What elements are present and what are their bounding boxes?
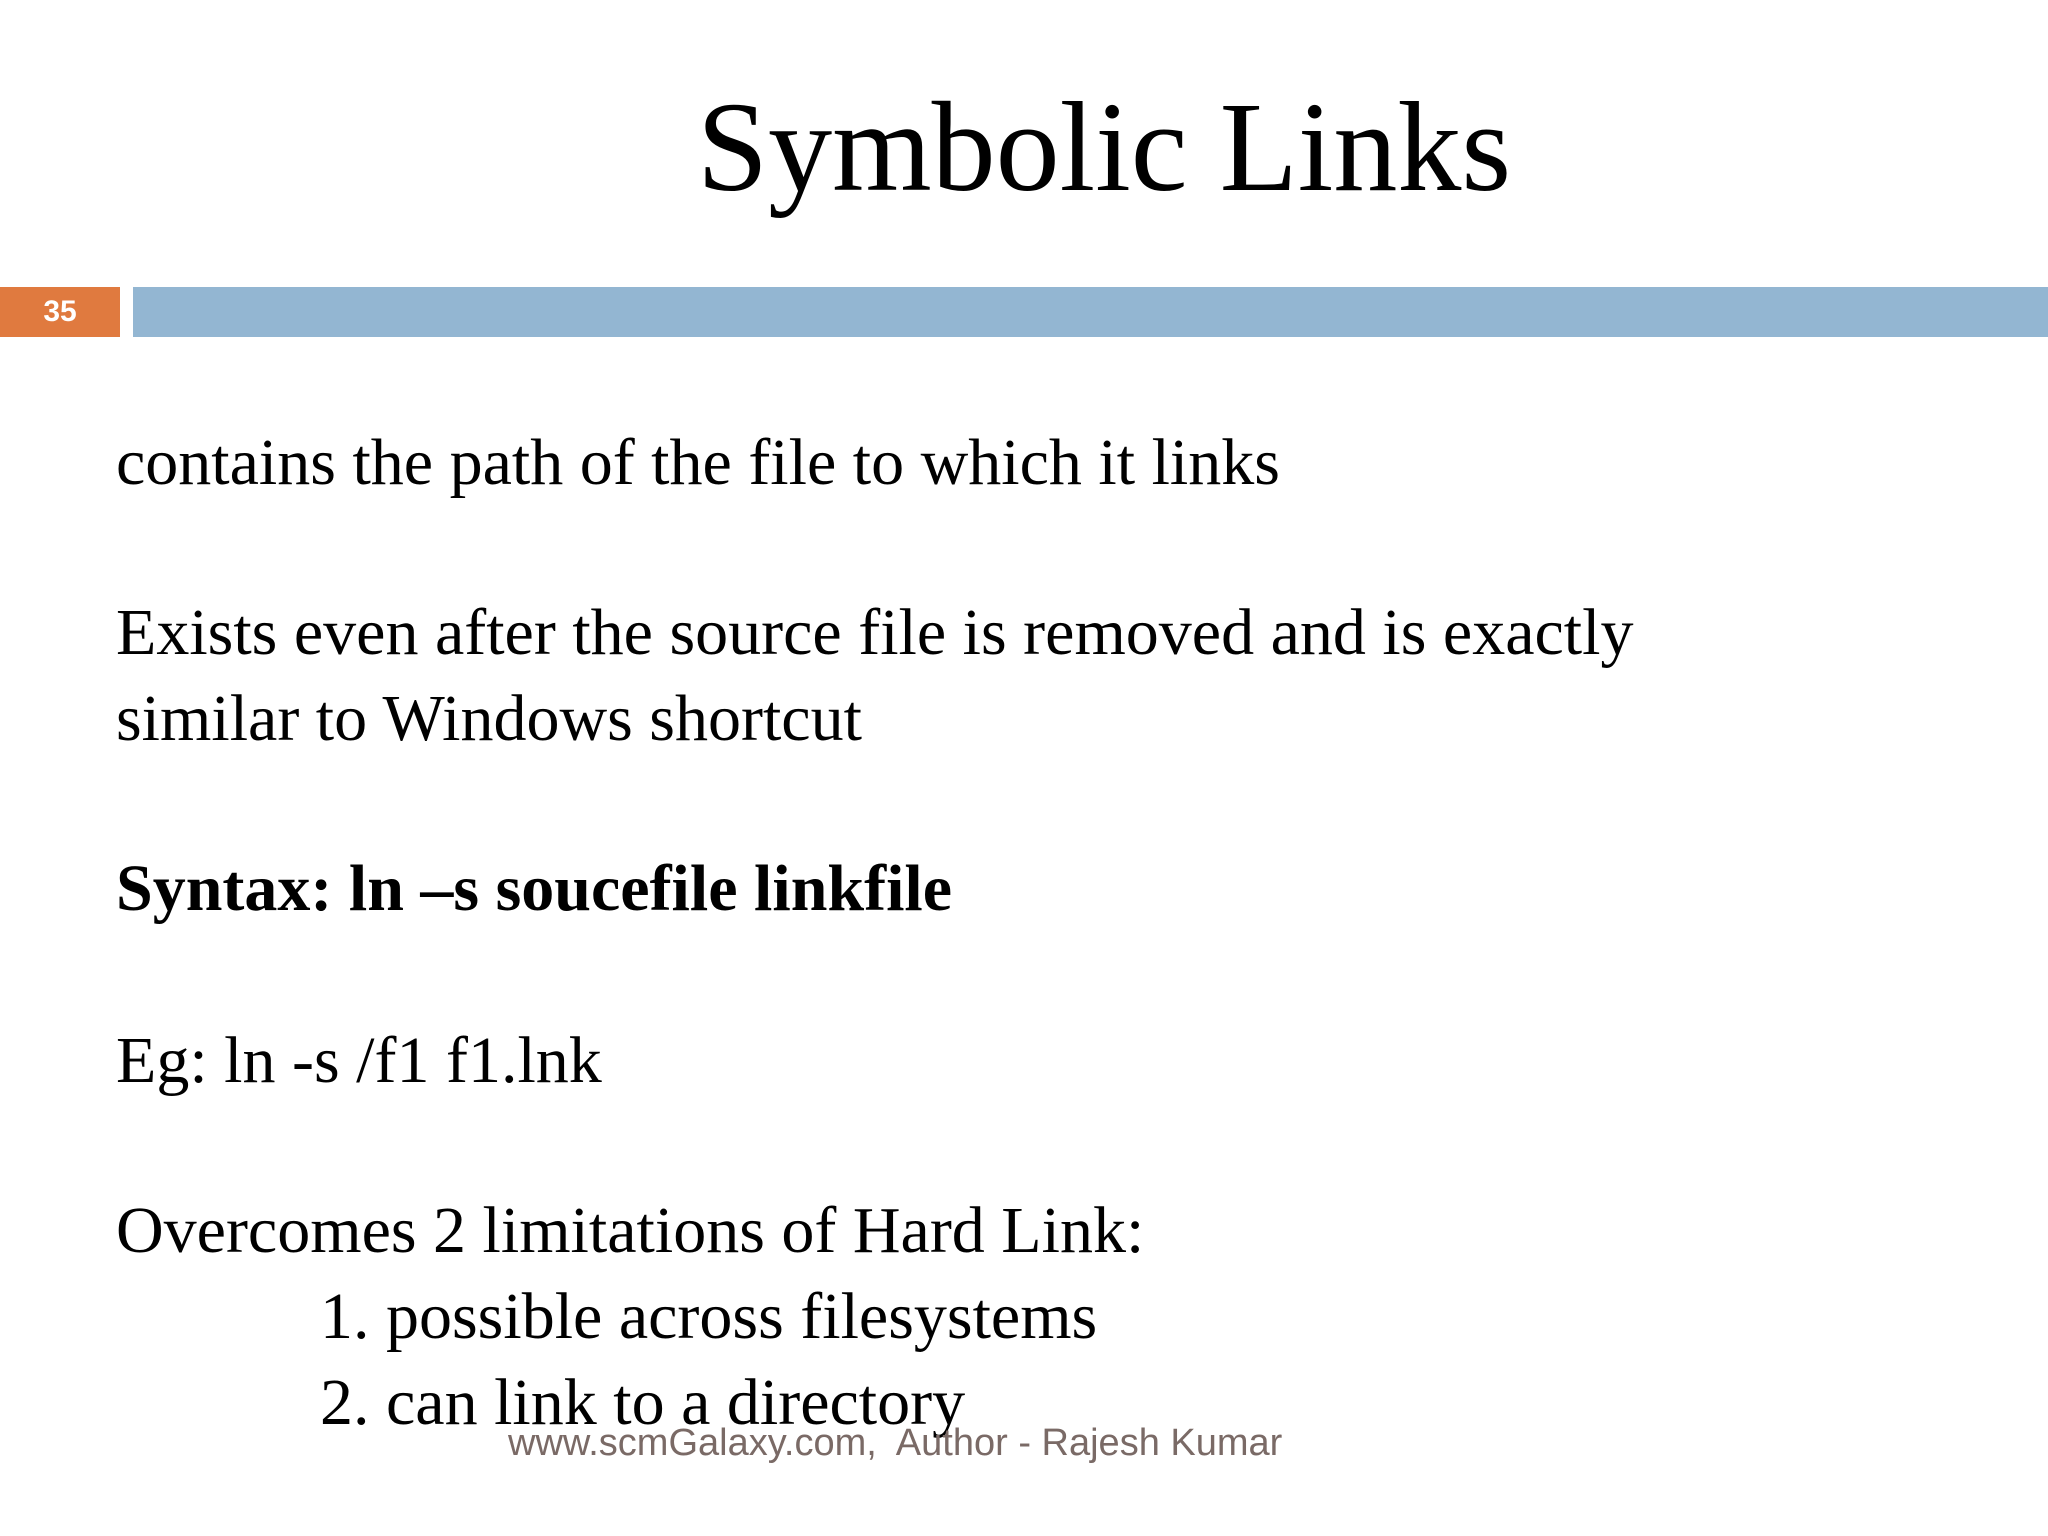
body-line-overcomes: Overcomes 2 limitations of Hard Link: xyxy=(116,1194,1145,1267)
list-item-directory: 2. can link to a directory xyxy=(320,1366,966,1439)
body-line-example: Eg: ln -s /f1 f1.lnk xyxy=(116,1024,602,1097)
body-line-syntax: Syntax: ln –s soucefile linkfile xyxy=(116,852,953,925)
body-line-windows-shortcut: similar to Windows shortcut xyxy=(116,682,862,755)
footer-credit: www.scmGalaxy.com, Author - Rajesh Kumar xyxy=(508,1422,1283,1464)
slide-title: Symbolic Links xyxy=(696,76,1512,218)
slide-number-badge: 35 xyxy=(0,287,120,337)
list-item-filesystems: 1. possible across filesystems xyxy=(320,1280,1098,1353)
title-divider-bar xyxy=(133,287,2048,337)
body-line-contains-path: contains the path of the file to which it links xyxy=(116,426,1280,499)
body-line-exists-after: Exists even after the source file is removed and is exactly xyxy=(116,596,1634,669)
